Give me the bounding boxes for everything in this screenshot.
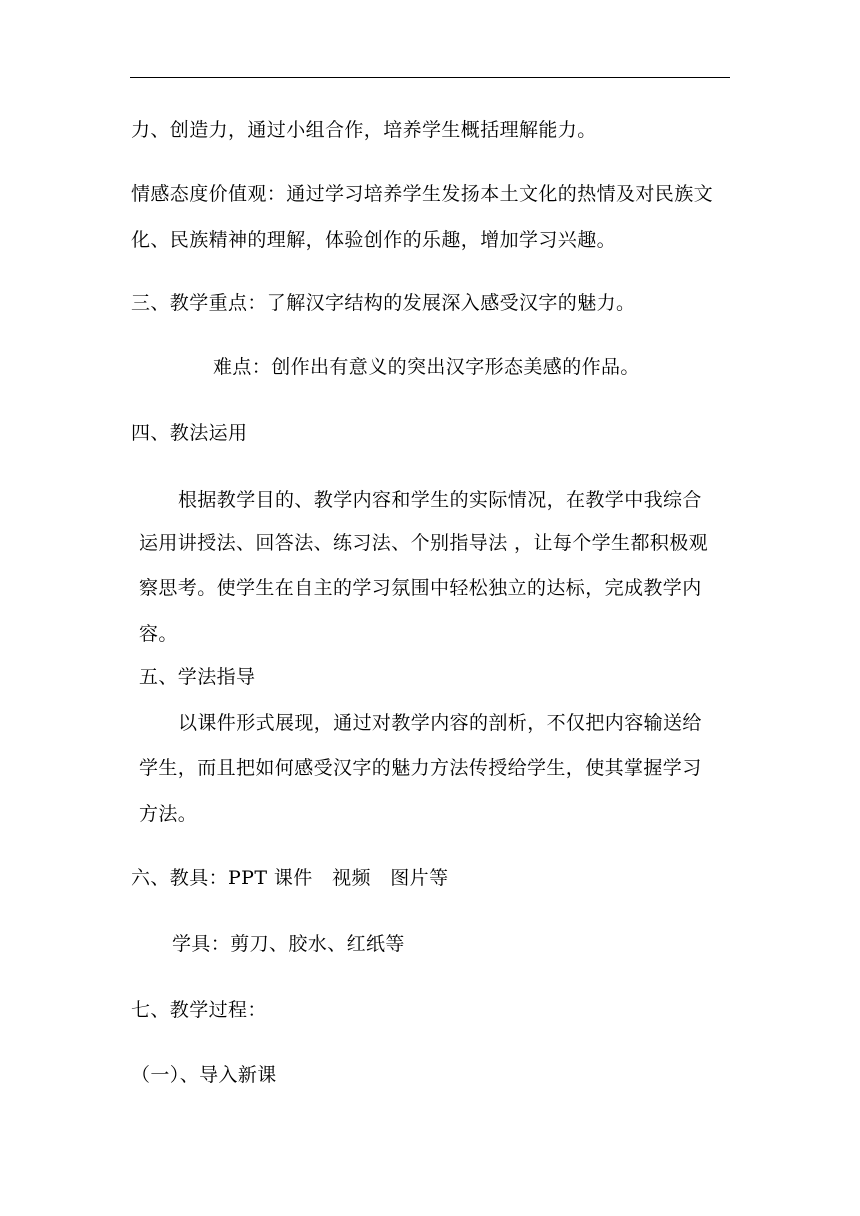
header-rule <box>130 77 730 78</box>
text-line-difficulty: 难点：创作出有意义的突出汉字形态美感的作品。 <box>213 356 640 378</box>
text-student-tools: 学具：剪刀、胶水、红纸等 <box>172 933 405 955</box>
paragraph-methods-line-2: 运用讲授法、回答法、练习法、个别指导法 ，让每个学生都积极观 <box>139 532 709 554</box>
paragraph-study-line-2: 学生，而且把如何感受汉字的魅力方法传授给学生，使其掌握学习 <box>139 757 702 779</box>
text-line-3: 化、民族精神的理解，体验创作的乐趣，增加学习兴趣。 <box>131 229 617 251</box>
heading-teaching-focus: 三、教学重点：了解汉字结构的发展深入感受汉字的魅力。 <box>131 292 636 314</box>
paragraph-study-line-3: 方法。 <box>139 803 198 825</box>
paragraph-methods-line-1: 根据教学目的、教学内容和学生的实际情况，在教学中我综合 <box>178 489 702 511</box>
heading-teaching-aids: 六、教具：PPT 课件 视频 图片等 <box>131 867 449 889</box>
text-line-2: 情感态度价值观：通过学习培养学生发扬本土文化的热情及对民族文 <box>131 183 714 205</box>
paragraph-study-line-1: 以课件形式展现，通过对教学内容的剖析，不仅把内容输送给 <box>178 712 702 734</box>
heading-teaching-methods: 四、教法运用 <box>131 422 248 444</box>
heading-teaching-process: 七、教学过程： <box>131 999 267 1021</box>
paragraph-methods-line-4: 容。 <box>139 623 178 645</box>
paragraph-methods-line-3: 察思考。使学生在自主的学习氛围中轻松独立的达标，完成教学内 <box>139 577 702 599</box>
subheading-introduction: （一）、导入新课 <box>131 1064 277 1086</box>
heading-study-guidance: 五、学法指导 <box>139 666 256 688</box>
text-line-1: 力、创造力，通过小组合作，培养学生概括理解能力。 <box>131 119 597 141</box>
